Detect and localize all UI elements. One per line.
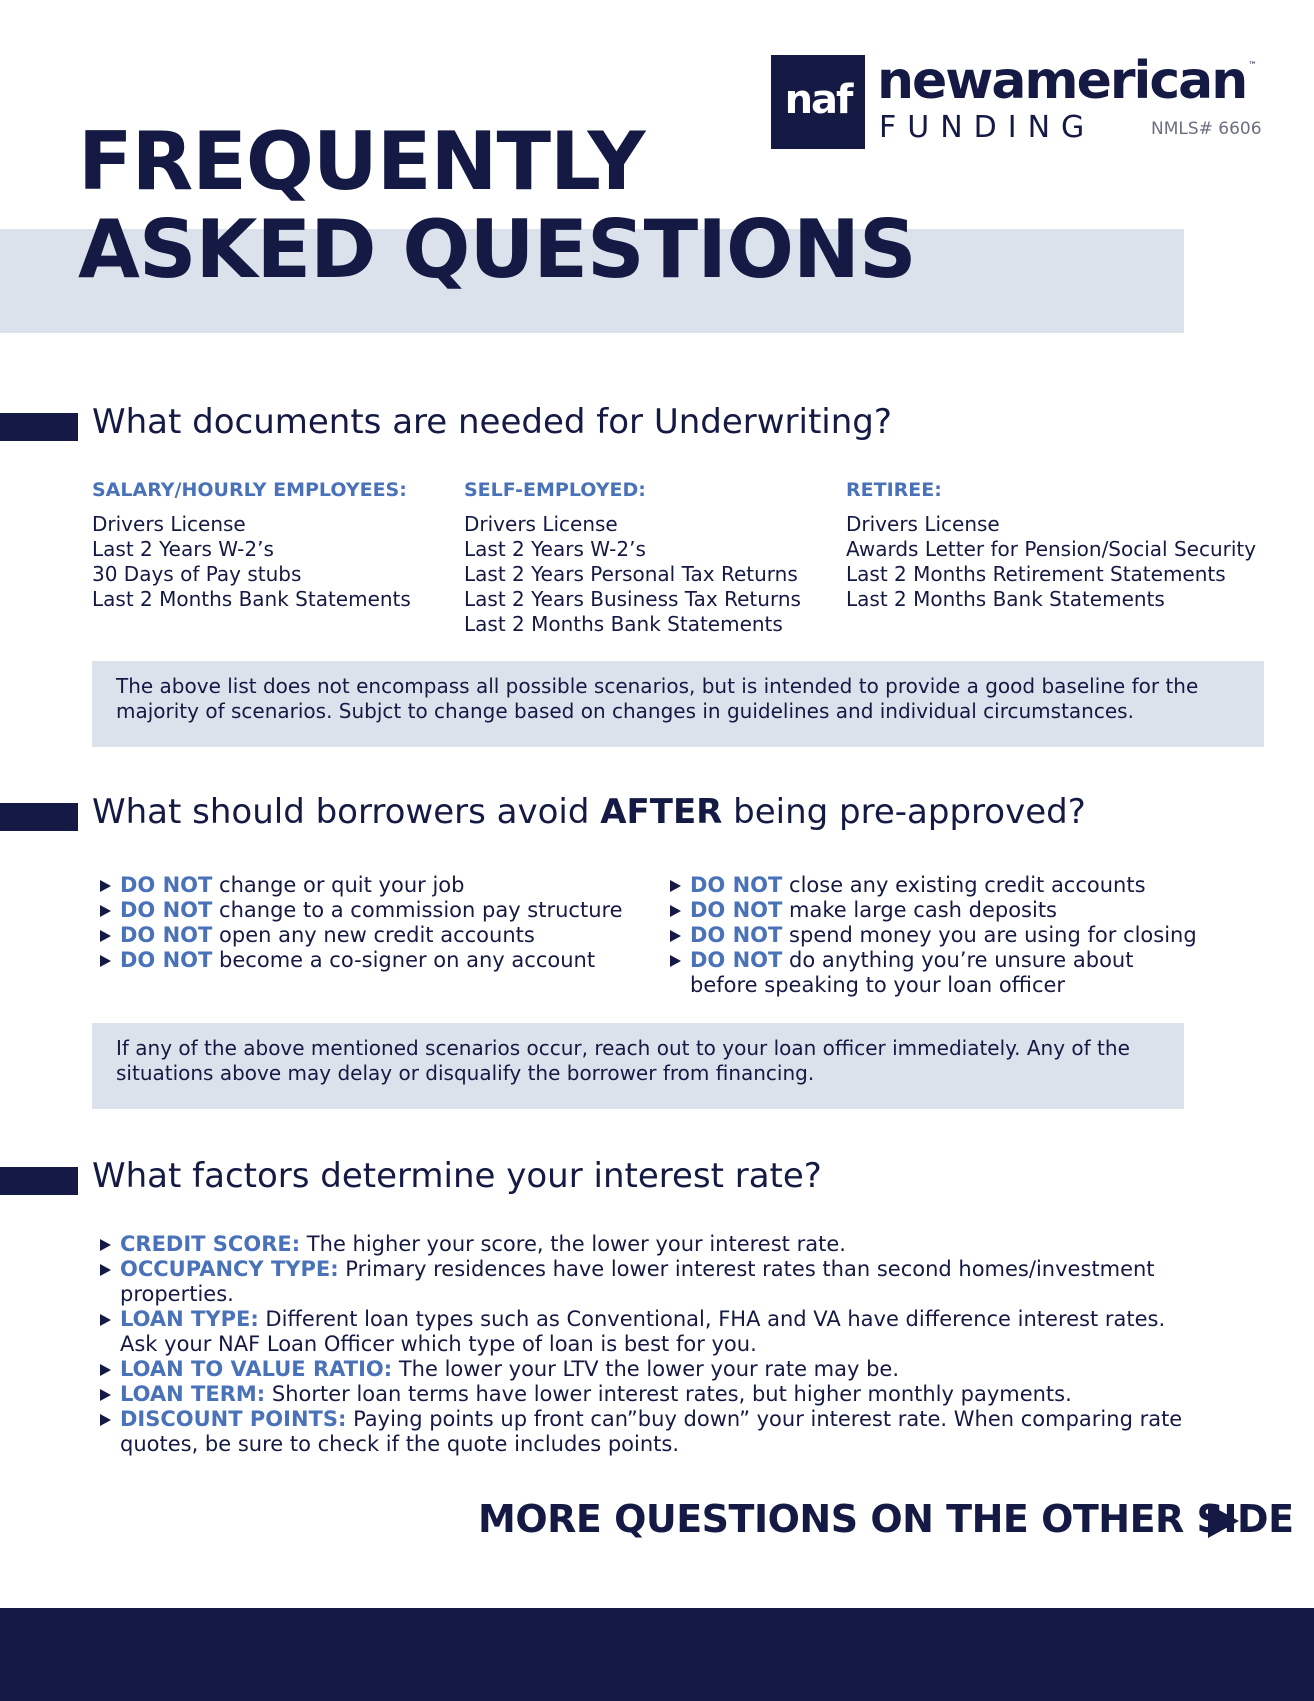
logo-mark-text: naf (784, 77, 852, 123)
column-heading: SALARY/HOURLY EMPLOYEES: (92, 479, 407, 501)
item-text: become a co-signer on any account (219, 948, 596, 972)
factor-key: CREDIT SCORE: (120, 1232, 301, 1256)
list-item (92, 923, 652, 948)
item-text: close any existing credit accounts (789, 873, 1146, 897)
do-not-keyword: DO NOT (120, 873, 213, 897)
list-item (92, 873, 652, 898)
do-not-keyword: DO NOT (690, 873, 783, 897)
list-item: Drivers License (92, 512, 246, 536)
item-text: do anything you’re unsure about before speaking to your loan officer (690, 948, 1134, 997)
factor-text: Primary residences have lower interest rates than second homes/investment properties. (120, 1257, 1155, 1306)
item-text: open any new credit accounts (219, 923, 535, 947)
do-not-keyword: DO NOT (690, 923, 783, 947)
list-item: Last 2 Months Bank Statements (92, 587, 411, 611)
page-title-line2: ASKED QUESTIONS (78, 203, 916, 296)
section-heading-interest: What factors determine your interest rate? (92, 1156, 822, 1196)
factor-key: OCCUPANCY TYPE: (120, 1257, 339, 1281)
more-questions-label: MORE QUESTIONS ON THE OTHER SIDE (478, 1497, 1294, 1541)
factor-text: Different loan types such as Conventional, FHA and VA have difference interest rates. Ask your NAF Loan Officer which type of loan is best for you. (120, 1307, 1166, 1356)
item-text: spend money you are using for closing (789, 923, 1197, 947)
list-item (92, 948, 652, 973)
list-item (662, 873, 1222, 898)
documents-note: The above list does not encompass all possible scenarios, but is intended to provide a good baseline for the majority of scenarios. Subjct to change based on changes in guidelines and individual circumstances. (92, 661, 1264, 747)
heading-part: What should borrowers avoid (92, 792, 601, 832)
list-item: Last 2 Months Retirement Statements (846, 562, 1226, 586)
logo-mark (771, 55, 865, 149)
factor-key: LOAN TO VALUE RATIO: (120, 1357, 393, 1381)
section-heading-documents: What documents are needed for Underwriting? (92, 402, 892, 442)
list-item: Last 2 Years W-2’s (464, 537, 646, 561)
list-item (92, 1232, 1272, 1257)
interest-factors-list (92, 1232, 1272, 1457)
item-text: make large cash deposits (789, 898, 1057, 922)
list-item (92, 898, 652, 923)
list-item (92, 1257, 1272, 1307)
do-not-keyword: DO NOT (120, 948, 213, 972)
column-salary (92, 478, 411, 612)
avoid-list-right (662, 873, 1222, 998)
section-marker (0, 1167, 78, 1195)
factor-text: The lower your LTV the lower your rate may be. (392, 1357, 900, 1381)
factor-text: Shorter loan terms have lower interest rates, but higher monthly payments. (265, 1382, 1072, 1406)
list-item: Drivers License (464, 512, 618, 536)
list-item (662, 948, 1202, 998)
do-not-keyword: DO NOT (120, 923, 213, 947)
section-marker (0, 803, 78, 831)
do-not-keyword: DO NOT (690, 898, 783, 922)
column-self-employed (464, 478, 801, 637)
do-not-keyword: DO NOT (690, 948, 783, 972)
nmls-number: NMLS# 6606 (1151, 119, 1262, 139)
page-title-line1: FREQUENTLY (78, 115, 645, 208)
logo-wordmark: newamerican (877, 51, 1247, 111)
column-retiree (846, 478, 1256, 612)
section-marker (0, 413, 78, 441)
list-item: Last 2 Years Business Tax Returns (464, 587, 801, 611)
list-item (92, 1382, 1272, 1407)
item-text: change to a commission pay structure (219, 898, 623, 922)
list-item (92, 1407, 1242, 1457)
list-item (92, 1357, 1272, 1382)
heading-emphasis: AFTER (600, 792, 723, 832)
list-item (92, 1307, 1192, 1357)
factor-key: DISCOUNT POINTS: (120, 1407, 347, 1431)
list-item: 30 Days of Pay stubs (92, 562, 302, 586)
avoid-list-left (92, 873, 652, 973)
play-arrow-icon (1208, 1504, 1239, 1538)
naf-logo (771, 51, 1262, 150)
column-heading: SELF-EMPLOYED: (464, 479, 646, 501)
list-item: Last 2 Months Bank Statements (464, 612, 783, 636)
factor-text: Paying points up front can”buy down” your interest rate. When comparing rate quotes, be sure to check if the quote includes points. (120, 1407, 1183, 1456)
heading-part: being pre-approved? (722, 792, 1086, 832)
factor-text: The higher your score, the lower your interest rate. (300, 1232, 846, 1256)
list-item: Last 2 Years Personal Tax Returns (464, 562, 798, 586)
list-item (662, 923, 1222, 948)
section-heading-avoid (92, 792, 1086, 832)
column-heading: RETIREE: (846, 479, 942, 501)
footer-band (0, 1608, 1314, 1701)
list-item: Awards Letter for Pension/Social Security (846, 537, 1257, 561)
list-item: Last 2 Months Bank Statements (846, 587, 1165, 611)
list-item: Last 2 Years W-2’s (92, 537, 274, 561)
item-text: change or quit your job (219, 873, 465, 897)
list-item (662, 898, 1222, 923)
do-not-keyword: DO NOT (120, 898, 213, 922)
factor-key: LOAN TERM: (120, 1382, 266, 1406)
factor-key: LOAN TYPE: (120, 1307, 259, 1331)
avoid-note: If any of the above mentioned scenarios occur, reach out to your loan officer immediately. Any of the situations above may delay or disqualify the borrower from financing. (92, 1023, 1184, 1109)
list-item: Drivers License (846, 512, 1000, 536)
logo-funding: FUNDING (879, 110, 1096, 145)
logo-trademark: ™ (1248, 61, 1257, 71)
